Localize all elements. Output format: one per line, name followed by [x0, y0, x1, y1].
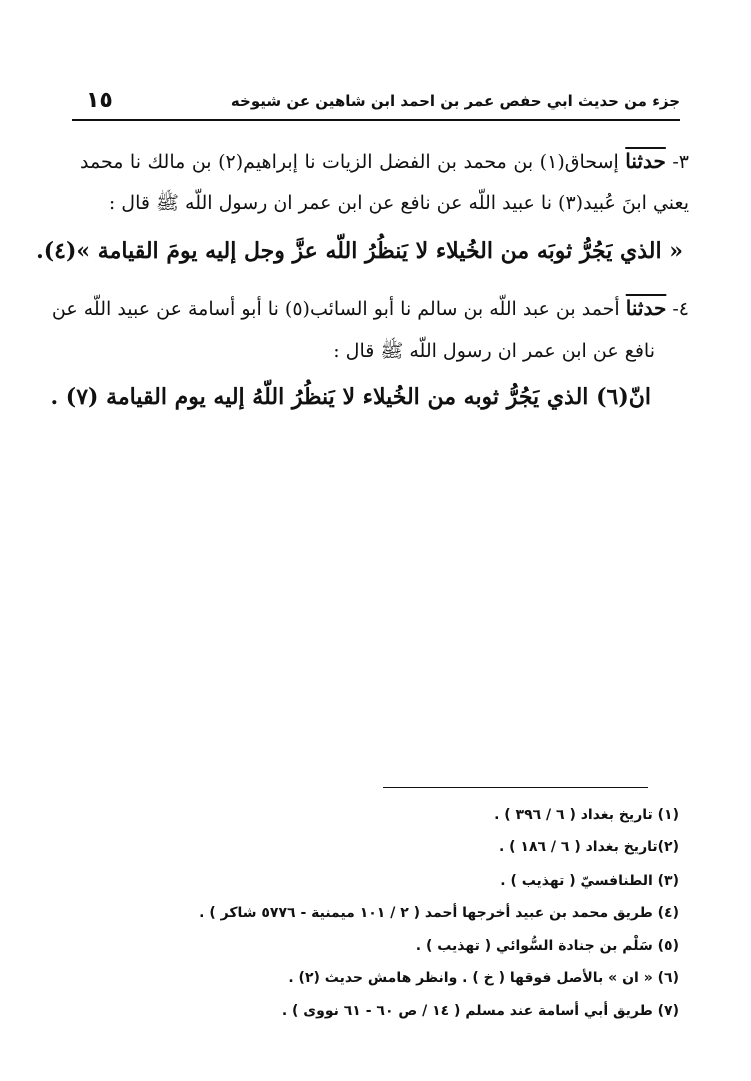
hadith-4-isnad: أحمد بن عبد اللّه بن سالم نا أبو السائب(٥) نا أبو أسامة عن عبيد اللّه عن [51, 298, 626, 320]
page-number: ١٥ [86, 88, 113, 113]
page-header [72, 88, 680, 118]
hadith-4-haddathana: حدثنا [625, 296, 667, 320]
hadith-3-matn: « الذي يَجُرُّ ثوبَه من الخُيلاء لا يَنظُرُ اللّه عزَّ وجل إليه يومَ القيامة »(٤). [36, 238, 683, 264]
hadith-4-line-2: نافع عن ابن عمر ان رسول اللّه ﷺ قال : [333, 340, 655, 362]
footnote-2: (٢)تاريخ بغداد ( ٦ / ١٨٦ ) . [498, 839, 679, 855]
hadith-3-isnad: إسحاق(١) بن محمد بن الفضل الزيات نا إبراهيم(٢) بن مالك نا محمد [80, 151, 626, 173]
footnote-7: (٧) طريق أبي أسامة عند مسلم ( ١٤ / ص ٦٠ - ٦١ نووى ) . [281, 1003, 679, 1019]
hadith-4-line-1 [51, 293, 689, 324]
footnote-6: (٦) « ان » بالأصل فوقها ( خ ) . وانظر هامش حديث (٢) . [288, 970, 679, 986]
hadith-3-number: ٣- [665, 151, 689, 173]
hadith-3-line-2: يعني ابنَ عُبيد(٣) نا عبيد اللّه عن نافع عن ابن عمر ان رسول اللّه ﷺ قال : [108, 192, 689, 214]
running-title: جزء من حديث ابي حفص عمر بن احمد ابن شاهين عن شيوخه [230, 92, 680, 110]
footnote-5: (٥) سَلْم بن جنادة السُّوائي ( تهذيب ) . [415, 938, 679, 954]
footnote-3: (٣) الطنافسيّ ( تهذيب ) . [500, 873, 679, 889]
footnote-4: (٤) طريق محمد بن عبيد أخرجها أحمد ( ٢ / ١٠١ ميمنية - ٥٧٧٦ شاكر ) . [199, 905, 679, 921]
header-rule [72, 119, 680, 121]
hadith-4-matn: انّ(٦) الذي يَجُرُّ ثوبه من الخُيلاء لا يَنظُرُ اللّهُ إليه يوم القيامة (٧) . [50, 384, 651, 410]
footnote-1: (١) تاريخ بغداد ( ٦ / ٣٩٦ ) . [494, 807, 679, 823]
hadith-3-line-1 [80, 146, 689, 177]
hadith-4-number: ٤- [666, 298, 689, 320]
hadith-3-haddathana: حدثنا [625, 149, 666, 173]
footnote-separator [383, 787, 648, 788]
